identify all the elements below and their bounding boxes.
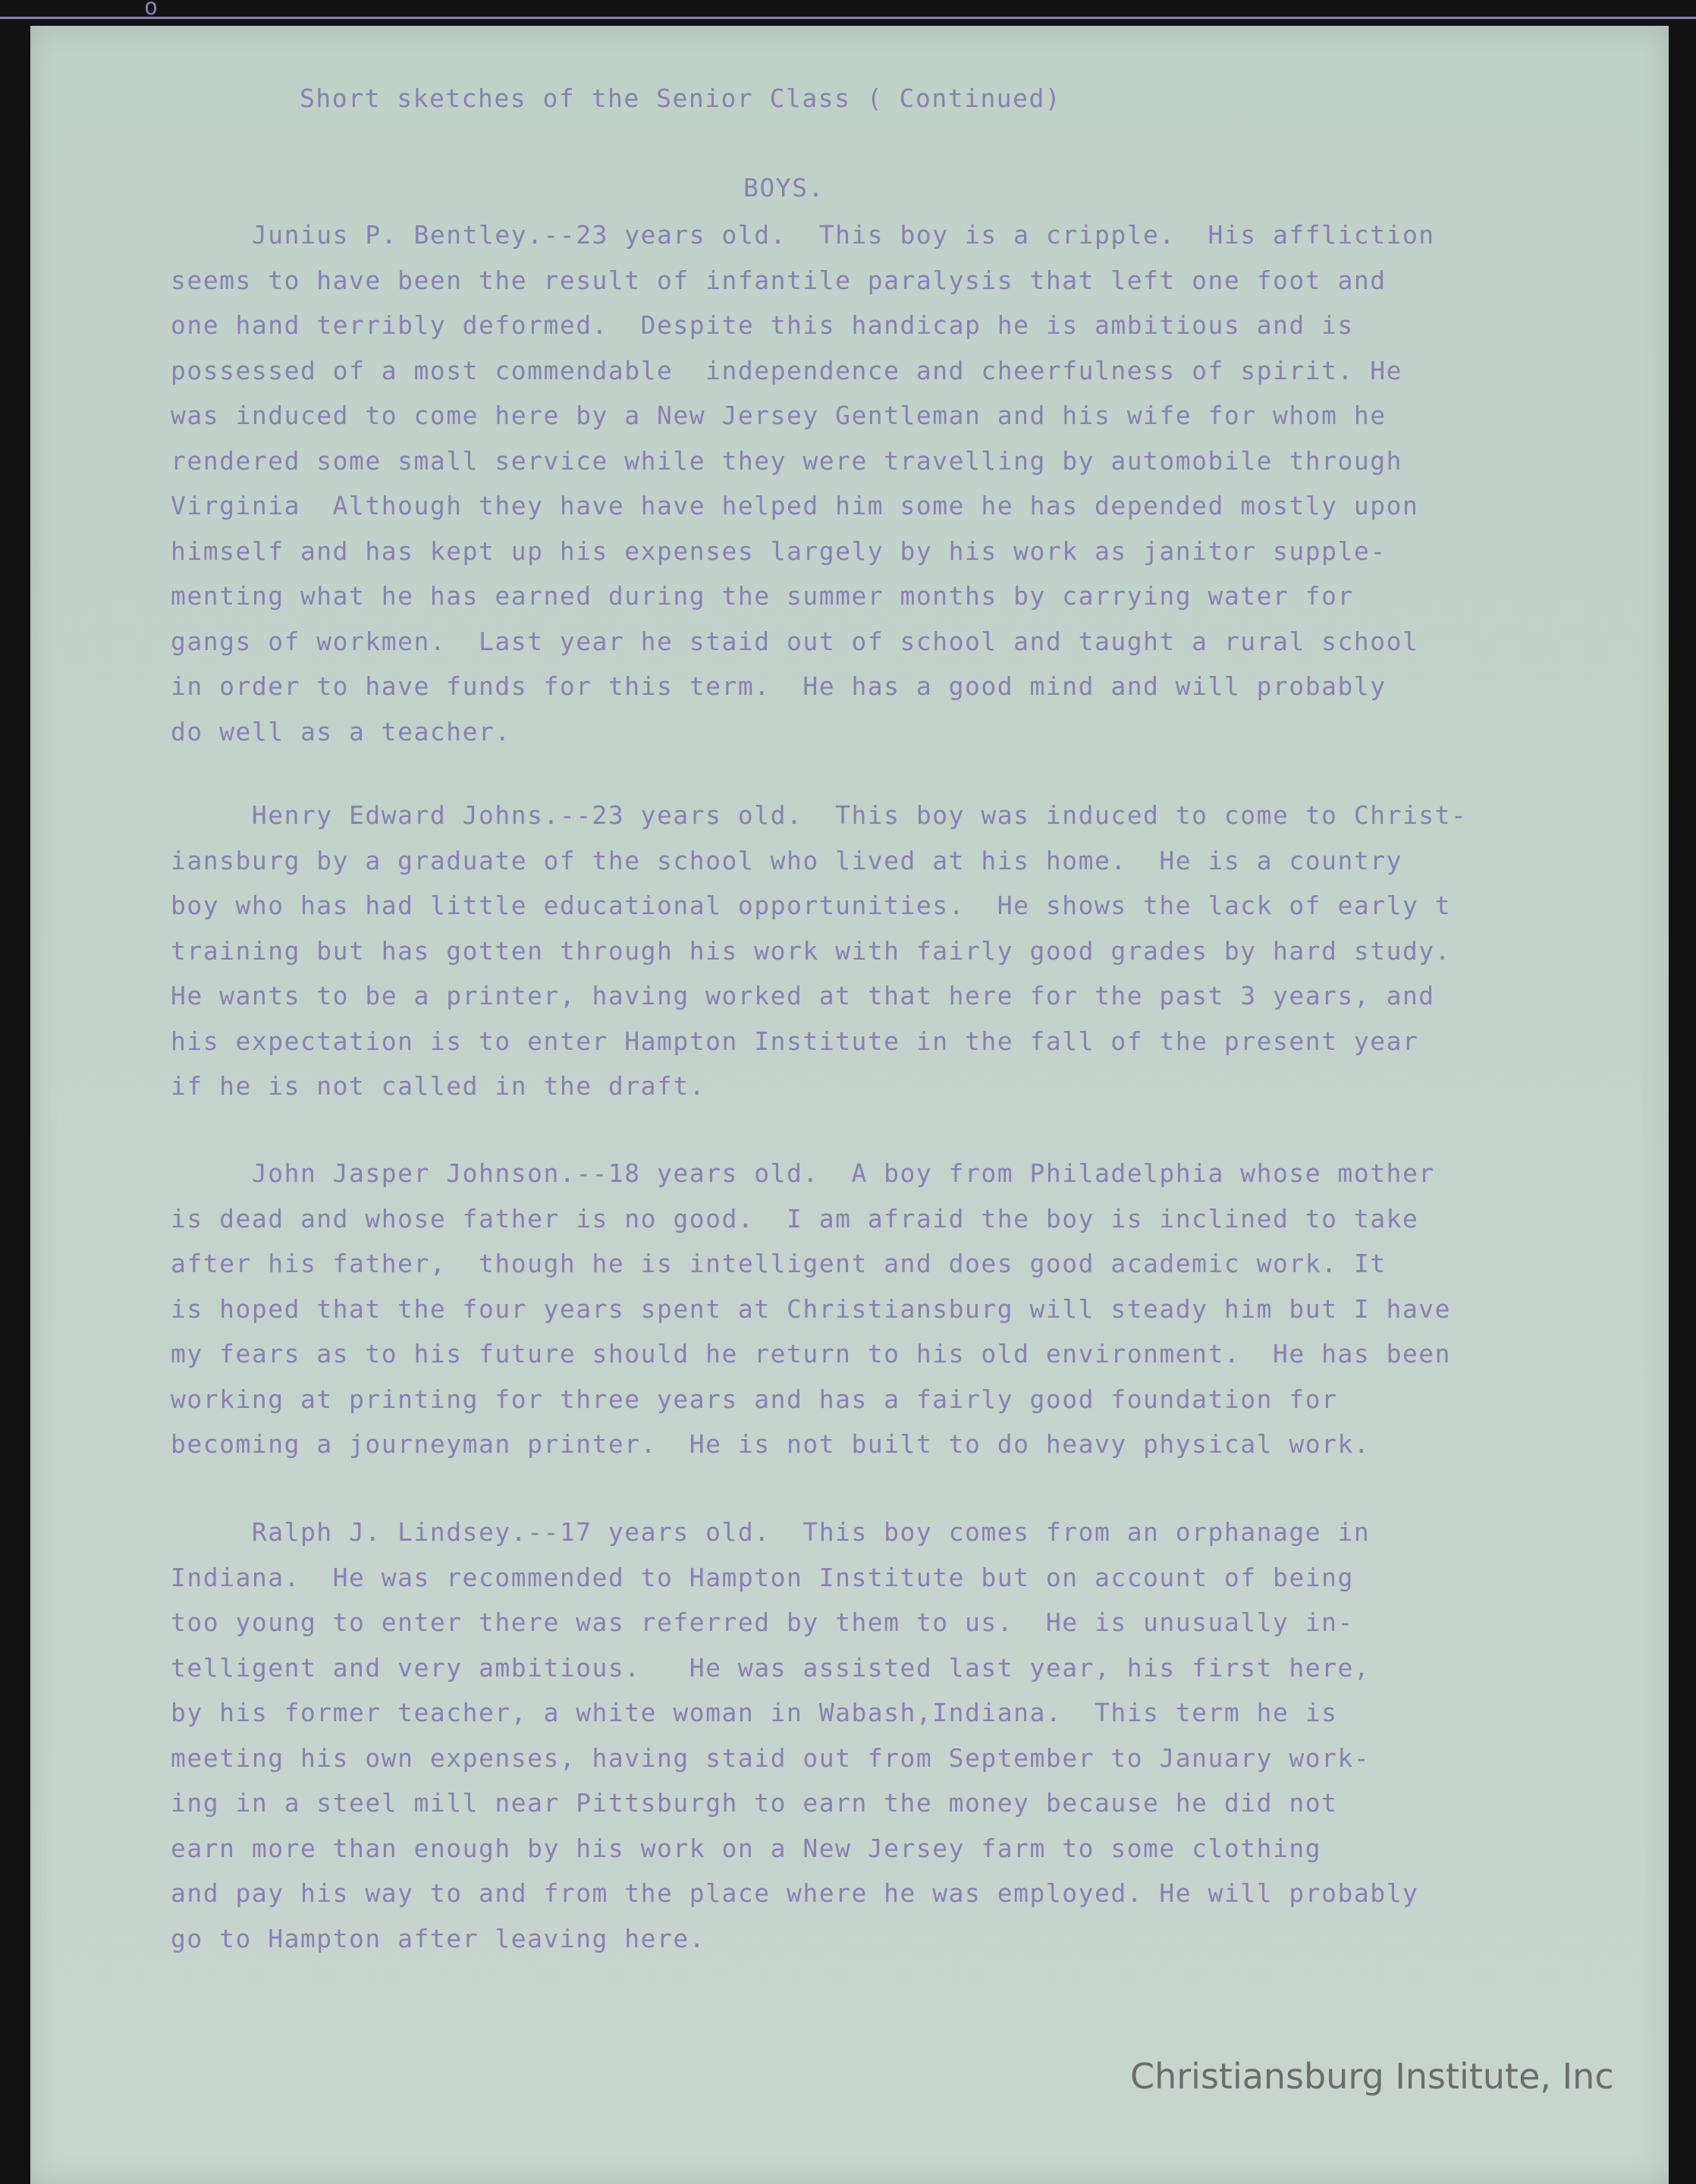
text-line: was induced to come here by a New Jersey Gentleman and his wife for whom he xyxy=(171,401,1387,430)
text-line: too young to enter there was referred by them to us. He is unusually in- xyxy=(171,1607,1354,1637)
text-line: his expectation is to enter Hampton Institute in the fall of the present year xyxy=(171,1026,1419,1056)
text-line: Henry Edward Johns.--23 years old. This boy was induced to come to Christ- xyxy=(171,800,1468,830)
text-line: becoming a journeyman printer. He is not built to do heavy physical work. xyxy=(171,1429,1371,1459)
text-line: go to Hampton after leaving here. xyxy=(171,1923,706,1953)
text-line: Ralph J. Lindsey.--17 years old. This boy comes from an orphanage in xyxy=(171,1517,1371,1547)
text-line: meeting his own expenses, having staid out from September to January work- xyxy=(171,1742,1371,1773)
text-line: himself and has kept up his expenses largely by his work as janitor supple- xyxy=(171,536,1387,566)
paragraph-bentley xyxy=(171,212,1597,754)
text-line: Indiana. He was recommended to Hampton Institute but on account of being xyxy=(171,1562,1354,1592)
text-line: and pay his way to and from the place where he was employed. He will probably xyxy=(171,1878,1419,1908)
text-line: telligent and very ambitious. He was assisted last year, his first here, xyxy=(171,1652,1371,1683)
text-line: earn more than enough by his work on a New Jersey farm to some clothing xyxy=(171,1833,1322,1863)
text-line: training but has gotten through his work with fairly good grades by hard study. xyxy=(171,935,1452,966)
text-line: one hand terribly deformed. Despite this handicap he is ambitious and is xyxy=(171,310,1354,340)
text-line: menting what he has earned during the summer months by carrying water for xyxy=(171,581,1354,611)
paragraph-johns xyxy=(171,793,1597,1109)
paragraph-johnson xyxy=(171,1151,1597,1467)
text-line: possessed of a most commendable independence and cheerfulness of spirit. He xyxy=(171,355,1402,385)
archive-watermark: Christiansburg Institute, Inc xyxy=(1130,2056,1614,2097)
divider-ornament: o xyxy=(144,0,159,20)
text-line: do well as a teacher. xyxy=(171,716,511,746)
text-line: by his former teacher, a white woman in Wabash,Indiana. This term he is xyxy=(171,1698,1338,1727)
text-line: if he is not called in the draft. xyxy=(171,1071,706,1101)
paragraph-lindsey xyxy=(171,1510,1597,1961)
section-heading: BOYS. xyxy=(743,173,824,203)
document-title: Short sketches of the Senior Class ( Continued) xyxy=(300,83,1062,113)
text-line: in order to have funds for this term. He has a good mind and will probably xyxy=(171,671,1387,701)
text-line: seems to have been the result of infantile paralysis that left one foot and xyxy=(171,265,1387,295)
text-line: boy who has had little educational opportunities. He shows the lack of early t xyxy=(171,891,1452,920)
text-line: John Jasper Johnson.--18 years old. A boy from Philadelphia whose mother xyxy=(171,1158,1435,1188)
text-line: iansburg by a graduate of the school who lived at his home. He is a country xyxy=(171,845,1402,875)
text-line: gangs of workmen. Last year he staid out of school and taught a rural school xyxy=(171,626,1419,656)
divider-line xyxy=(0,17,1696,19)
text-line: Junius P. Bentley.--23 years old. This boy is a cripple. His affliction xyxy=(171,220,1435,250)
text-line: He wants to be a printer, having worked at that here for the past 3 years, and xyxy=(171,981,1435,1010)
text-line: working at printing for three years and has a fairly good foundation for xyxy=(171,1384,1338,1414)
text-line: is hoped that the four years spent at Christiansburg will steady him but I have xyxy=(171,1293,1452,1324)
text-line: rendered some small service while they were travelling by automobile through xyxy=(171,445,1402,476)
text-line: ing in a steel mill near Pittsburgh to earn the money because he did not xyxy=(171,1788,1338,1818)
text-line: is dead and whose father is no good. I am afraid the boy is inclined to take xyxy=(171,1203,1419,1233)
text-line: Virginia Although they have have helped him some he has depended mostly upon xyxy=(171,491,1419,520)
text-line: after his father, though he is intelligent and does good academic work. It xyxy=(171,1249,1387,1278)
text-line: my fears as to his future should he return to his old environment. He has been xyxy=(171,1339,1452,1369)
